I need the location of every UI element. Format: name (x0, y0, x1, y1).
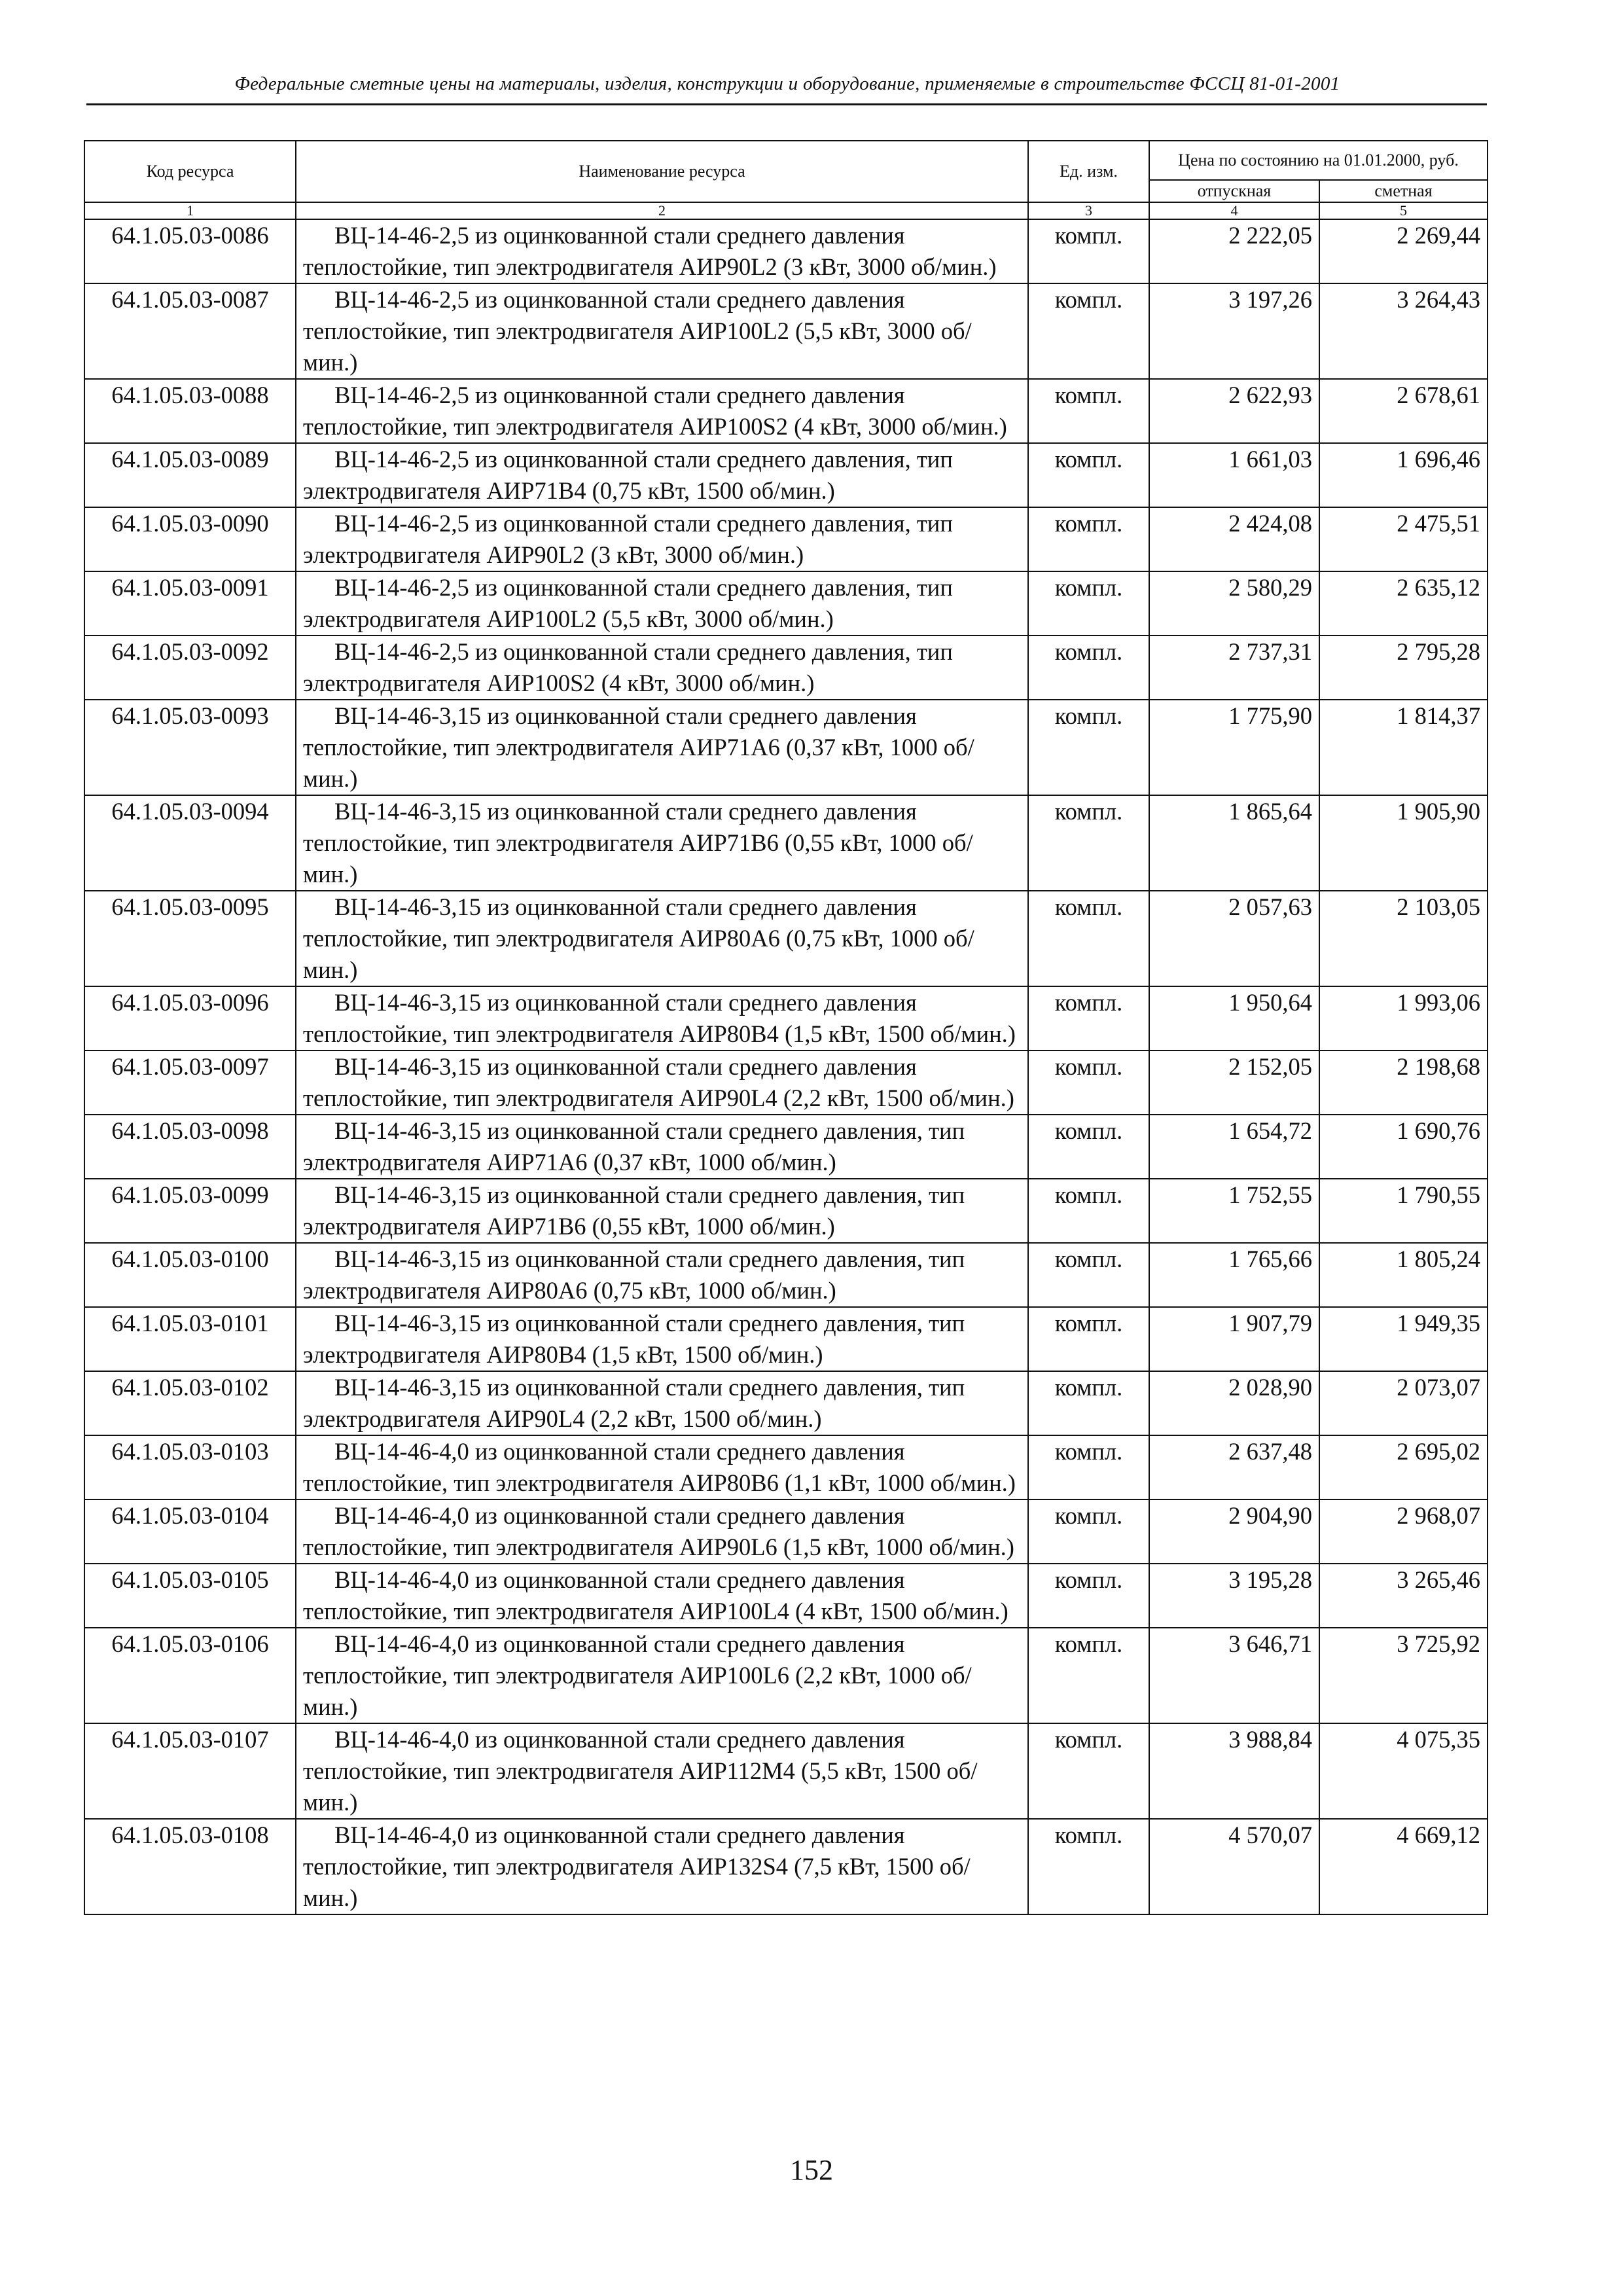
table-row (84, 636, 1488, 700)
unit-cell: компл. (1028, 1564, 1149, 1628)
table-row (84, 1115, 1488, 1179)
resource-name-cell (296, 571, 1028, 636)
release-price-cell: 3 646,71 (1149, 1628, 1319, 1723)
release-price-cell: 4 570,07 (1149, 1819, 1319, 1914)
estimate-price-cell: 2 635,12 (1319, 571, 1488, 636)
unit-cell: компл. (1028, 986, 1149, 1050)
resource-name-text: ВЦ-14-46-2,5 из оцинкованной стали среднего давления теплостойкие, тип электродвигателя АИР100L2 (5,5 кВт, 3000 об/мин.) (303, 286, 972, 376)
table-row (84, 700, 1488, 795)
column-number: 2 (296, 202, 1028, 219)
header-estimate-price: сметная (1319, 180, 1488, 202)
release-price-cell: 1 865,64 (1149, 795, 1319, 891)
resource-name-text: ВЦ-14-46-4,0 из оцинкованной стали среднего давления теплостойкие, тип электродвигателя АИР100L4 (4 кВт, 1500 об/мин.) (303, 1566, 1008, 1624)
release-price-cell: 2 904,90 (1149, 1499, 1319, 1564)
resource-code-cell: 64.1.05.03-0103 (84, 1435, 296, 1499)
resource-name-text: ВЦ-14-46-2,5 из оцинкованной стали среднего давления теплостойкие, тип электродвигателя АИР90L2 (3 кВт, 3000 об/мин.) (303, 222, 997, 280)
resource-code-cell: 64.1.05.03-0099 (84, 1179, 296, 1243)
estimate-price-cell: 1 696,46 (1319, 443, 1488, 507)
release-price-cell: 2 152,05 (1149, 1050, 1319, 1115)
table-row (84, 1564, 1488, 1628)
table-row (84, 1050, 1488, 1115)
unit-cell: компл. (1028, 1435, 1149, 1499)
resource-name-cell (296, 1564, 1028, 1628)
resource-code-cell: 64.1.05.03-0108 (84, 1819, 296, 1914)
unit-cell: компл. (1028, 700, 1149, 795)
resource-name-text: ВЦ-14-46-4,0 из оцинкованной стали среднего давления теплостойкие, тип электродвигателя АИР132S4 (7,5 кВт, 1500 об/мин.) (303, 1821, 971, 1911)
estimate-price-cell: 2 073,07 (1319, 1371, 1488, 1435)
estimate-price-cell: 1 790,55 (1319, 1179, 1488, 1243)
estimate-price-cell: 1 805,24 (1319, 1243, 1488, 1307)
release-price-cell: 3 197,26 (1149, 283, 1319, 379)
running-header: Федеральные сметные цены на материалы, изделия, конструкции и оборудование, применяемые в строительстве ФССЦ 81-01-2001 (234, 73, 1340, 94)
release-price-cell: 2 637,48 (1149, 1435, 1319, 1499)
table-row (84, 219, 1488, 283)
resource-code-cell: 64.1.05.03-0100 (84, 1243, 296, 1307)
estimate-price-cell: 4 075,35 (1319, 1723, 1488, 1819)
resource-name-cell (296, 636, 1028, 700)
table-row (84, 507, 1488, 571)
estimate-price-cell: 2 695,02 (1319, 1435, 1488, 1499)
resource-name-text: ВЦ-14-46-2,5 из оцинкованной стали среднего давления, тип электродвигателя АИР71В4 (0,75 кВт, 1500 об/мин.) (303, 446, 953, 504)
release-price-cell: 1 752,55 (1149, 1179, 1319, 1243)
resource-name-text: ВЦ-14-46-3,15 из оцинкованной стали среднего давления теплостойкие, тип электродвигателя АИР71В6 (0,55 кВт, 1000 об/мин.) (303, 798, 973, 888)
resource-name-cell (296, 700, 1028, 795)
release-price-cell: 2 622,93 (1149, 379, 1319, 443)
unit-cell: компл. (1028, 1723, 1149, 1819)
column-number: 1 (84, 202, 296, 219)
release-price-cell: 2 057,63 (1149, 891, 1319, 986)
column-number: 4 (1149, 202, 1319, 219)
resource-code-cell: 64.1.05.03-0094 (84, 795, 296, 891)
table-row (84, 1628, 1488, 1723)
estimate-price-cell: 3 264,43 (1319, 283, 1488, 379)
table-row (84, 443, 1488, 507)
resource-name-cell (296, 795, 1028, 891)
unit-cell: компл. (1028, 219, 1149, 283)
table-row (84, 283, 1488, 379)
table-row (84, 795, 1488, 891)
resource-code-cell: 64.1.05.03-0096 (84, 986, 296, 1050)
resource-name-text: ВЦ-14-46-3,15 из оцинкованной стали среднего давления теплостойкие, тип электродвигателя АИР90L4 (2,2 кВт, 1500 об/мин.) (303, 1053, 1014, 1111)
resource-name-text: ВЦ-14-46-3,15 из оцинкованной стали среднего давления, тип электродвигателя АИР71В6 (0,55 кВт, 1000 об/мин.) (303, 1181, 965, 1240)
resource-name-cell (296, 1723, 1028, 1819)
resource-code-cell: 64.1.05.03-0102 (84, 1371, 296, 1435)
unit-cell: компл. (1028, 507, 1149, 571)
page-number: 152 (790, 2154, 833, 2186)
table-row (84, 986, 1488, 1050)
resource-name-text: ВЦ-14-46-3,15 из оцинкованной стали среднего давления, тип электродвигателя АИР71А6 (0,37 кВт, 1000 об/мин.) (303, 1117, 965, 1175)
release-price-cell: 1 654,72 (1149, 1115, 1319, 1179)
release-price-cell: 2 424,08 (1149, 507, 1319, 571)
unit-cell: компл. (1028, 1819, 1149, 1914)
estimate-price-cell: 1 949,35 (1319, 1307, 1488, 1371)
estimate-price-cell: 3 265,46 (1319, 1564, 1488, 1628)
estimate-price-cell: 2 968,07 (1319, 1499, 1488, 1564)
resource-name-text: ВЦ-14-46-3,15 из оцинкованной стали среднего давления теплостойкие, тип электродвигателя АИР71А6 (0,37 кВт, 1000 об/мин.) (303, 702, 974, 792)
table-row (84, 1371, 1488, 1435)
estimate-price-cell: 1 993,06 (1319, 986, 1488, 1050)
table-row (84, 1723, 1488, 1819)
unit-cell: компл. (1028, 1371, 1149, 1435)
table-row (84, 379, 1488, 443)
table-row (84, 1435, 1488, 1499)
resource-name-cell (296, 1115, 1028, 1179)
resource-name-text: ВЦ-14-46-2,5 из оцинкованной стали среднего давления, тип электродвигателя АИР100L2 (5,5 кВт, 3000 об/мин.) (303, 574, 953, 632)
resource-code-cell: 64.1.05.03-0093 (84, 700, 296, 795)
resource-name-text: ВЦ-14-46-4,0 из оцинкованной стали среднего давления теплостойкие, тип электродвигателя АИР100L6 (2,2 кВт, 1000 об/мин.) (303, 1630, 972, 1720)
unit-cell: компл. (1028, 443, 1149, 507)
release-price-cell: 2 580,29 (1149, 571, 1319, 636)
estimate-price-cell: 1 814,37 (1319, 700, 1488, 795)
resource-code-cell: 64.1.05.03-0088 (84, 379, 296, 443)
resource-name-cell (296, 1499, 1028, 1564)
estimate-price-cell: 2 475,51 (1319, 507, 1488, 571)
resource-name-text: ВЦ-14-46-3,15 из оцинкованной стали среднего давления теплостойкие, тип электродвигателя АИР80А6 (0,75 кВт, 1000 об/мин.) (303, 893, 974, 983)
resource-name-cell (296, 1371, 1028, 1435)
release-price-cell: 3 988,84 (1149, 1723, 1319, 1819)
resource-name-text: ВЦ-14-46-4,0 из оцинкованной стали среднего давления теплостойкие, тип электродвигателя АИР112М4 (5,5 кВт, 1500 об/мин.) (303, 1726, 978, 1816)
resource-code-cell: 64.1.05.03-0105 (84, 1564, 296, 1628)
header-price-group: Цена по состоянию на 01.01.2000, руб. (1149, 141, 1488, 180)
unit-cell: компл. (1028, 795, 1149, 891)
resource-name-cell (296, 891, 1028, 986)
table-row (84, 1819, 1488, 1914)
resource-code-cell: 64.1.05.03-0086 (84, 219, 296, 283)
resource-code-cell: 64.1.05.03-0087 (84, 283, 296, 379)
resource-name-cell (296, 1819, 1028, 1914)
resource-name-cell (296, 443, 1028, 507)
resource-code-cell: 64.1.05.03-0090 (84, 507, 296, 571)
resource-name-text: ВЦ-14-46-3,15 из оцинкованной стали среднего давления, тип электродвигателя АИР80А6 (0,75 кВт, 1000 об/мин.) (303, 1246, 965, 1304)
unit-cell: компл. (1028, 379, 1149, 443)
resource-code-cell: 64.1.05.03-0104 (84, 1499, 296, 1564)
resource-name-cell (296, 1307, 1028, 1371)
unit-cell: компл. (1028, 1179, 1149, 1243)
resource-name-cell (296, 1243, 1028, 1307)
release-price-cell: 2 222,05 (1149, 219, 1319, 283)
header-release-price: отпускная (1149, 180, 1319, 202)
unit-cell: компл. (1028, 636, 1149, 700)
release-price-cell: 1 775,90 (1149, 700, 1319, 795)
release-price-cell: 1 950,64 (1149, 986, 1319, 1050)
resource-name-cell (296, 219, 1028, 283)
table-row (84, 1179, 1488, 1243)
table-body (84, 219, 1488, 1914)
unit-cell: компл. (1028, 891, 1149, 986)
table-row (84, 1499, 1488, 1564)
table-row (84, 891, 1488, 986)
estimate-price-cell: 1 690,76 (1319, 1115, 1488, 1179)
release-price-cell: 1 907,79 (1149, 1307, 1319, 1371)
resource-code-cell: 64.1.05.03-0089 (84, 443, 296, 507)
unit-cell: компл. (1028, 1050, 1149, 1115)
header-name: Наименование ресурса (296, 141, 1028, 202)
resource-name-text: ВЦ-14-46-3,15 из оцинкованной стали среднего давления, тип электродвигателя АИР80В4 (1,5 кВт, 1500 об/мин.) (303, 1310, 965, 1368)
unit-cell: компл. (1028, 1499, 1149, 1564)
release-price-cell: 1 765,66 (1149, 1243, 1319, 1307)
unit-cell: компл. (1028, 1115, 1149, 1179)
unit-cell: компл. (1028, 1307, 1149, 1371)
resource-code-cell: 64.1.05.03-0101 (84, 1307, 296, 1371)
table-row (84, 571, 1488, 636)
resource-name-cell (296, 1628, 1028, 1723)
resource-code-cell: 64.1.05.03-0106 (84, 1628, 296, 1723)
release-price-cell: 3 195,28 (1149, 1564, 1319, 1628)
resource-name-cell (296, 986, 1028, 1050)
estimate-price-cell: 3 725,92 (1319, 1628, 1488, 1723)
resource-name-cell (296, 1435, 1028, 1499)
resource-code-cell: 64.1.05.03-0091 (84, 571, 296, 636)
resource-name-text: ВЦ-14-46-4,0 из оцинкованной стали среднего давления теплостойкие, тип электродвигателя АИР80В6 (1,1 кВт, 1000 об/мин.) (303, 1438, 1016, 1496)
resource-code-cell: 64.1.05.03-0095 (84, 891, 296, 986)
resource-code-cell: 64.1.05.03-0097 (84, 1050, 296, 1115)
unit-cell: компл. (1028, 1628, 1149, 1723)
resource-name-cell (296, 507, 1028, 571)
table-row (84, 1243, 1488, 1307)
release-price-cell: 1 661,03 (1149, 443, 1319, 507)
resource-name-text: ВЦ-14-46-2,5 из оцинкованной стали среднего давления, тип электродвигателя АИР100S2 (4 кВт, 3000 об/мин.) (303, 638, 953, 696)
unit-cell: компл. (1028, 1243, 1149, 1307)
table-row (84, 1307, 1488, 1371)
column-number: 5 (1319, 202, 1488, 219)
resource-name-text: ВЦ-14-46-3,15 из оцинкованной стали среднего давления теплостойкие, тип электродвигателя АИР80В4 (1,5 кВт, 1500 об/мин.) (303, 989, 1016, 1047)
unit-cell: компл. (1028, 283, 1149, 379)
resource-name-text: ВЦ-14-46-2,5 из оцинкованной стали среднего давления, тип электродвигателя АИР90L2 (3 кВт, 3000 об/мин.) (303, 510, 953, 568)
estimate-price-cell: 2 795,28 (1319, 636, 1488, 700)
resource-name-cell (296, 1179, 1028, 1243)
resource-name-cell (296, 379, 1028, 443)
resource-code-cell: 64.1.05.03-0092 (84, 636, 296, 700)
price-table (84, 140, 1488, 1915)
resource-name-cell (296, 283, 1028, 379)
estimate-price-cell: 1 905,90 (1319, 795, 1488, 891)
unit-cell: компл. (1028, 571, 1149, 636)
estimate-price-cell: 2 269,44 (1319, 219, 1488, 283)
resource-code-cell: 64.1.05.03-0098 (84, 1115, 296, 1179)
release-price-cell: 2 028,90 (1149, 1371, 1319, 1435)
header-rule (86, 103, 1487, 105)
header-code: Код ресурса (84, 141, 296, 202)
estimate-price-cell: 4 669,12 (1319, 1819, 1488, 1914)
resource-name-text: ВЦ-14-46-4,0 из оцинкованной стали среднего давления теплостойкие, тип электродвигателя АИР90L6 (1,5 кВт, 1000 об/мин.) (303, 1502, 1014, 1560)
header-unit: Ед. изм. (1028, 141, 1149, 202)
estimate-price-cell: 2 103,05 (1319, 891, 1488, 986)
resource-name-text: ВЦ-14-46-3,15 из оцинкованной стали среднего давления, тип электродвигателя АИР90L4 (2,2 кВт, 1500 об/мин.) (303, 1374, 965, 1432)
estimate-price-cell: 2 678,61 (1319, 379, 1488, 443)
resource-name-cell (296, 1050, 1028, 1115)
release-price-cell: 2 737,31 (1149, 636, 1319, 700)
resource-code-cell: 64.1.05.03-0107 (84, 1723, 296, 1819)
estimate-price-cell: 2 198,68 (1319, 1050, 1488, 1115)
resource-name-text: ВЦ-14-46-2,5 из оцинкованной стали среднего давления теплостойкие, тип электродвигателя АИР100S2 (4 кВт, 3000 об/мин.) (303, 382, 1007, 440)
column-number: 3 (1028, 202, 1149, 219)
